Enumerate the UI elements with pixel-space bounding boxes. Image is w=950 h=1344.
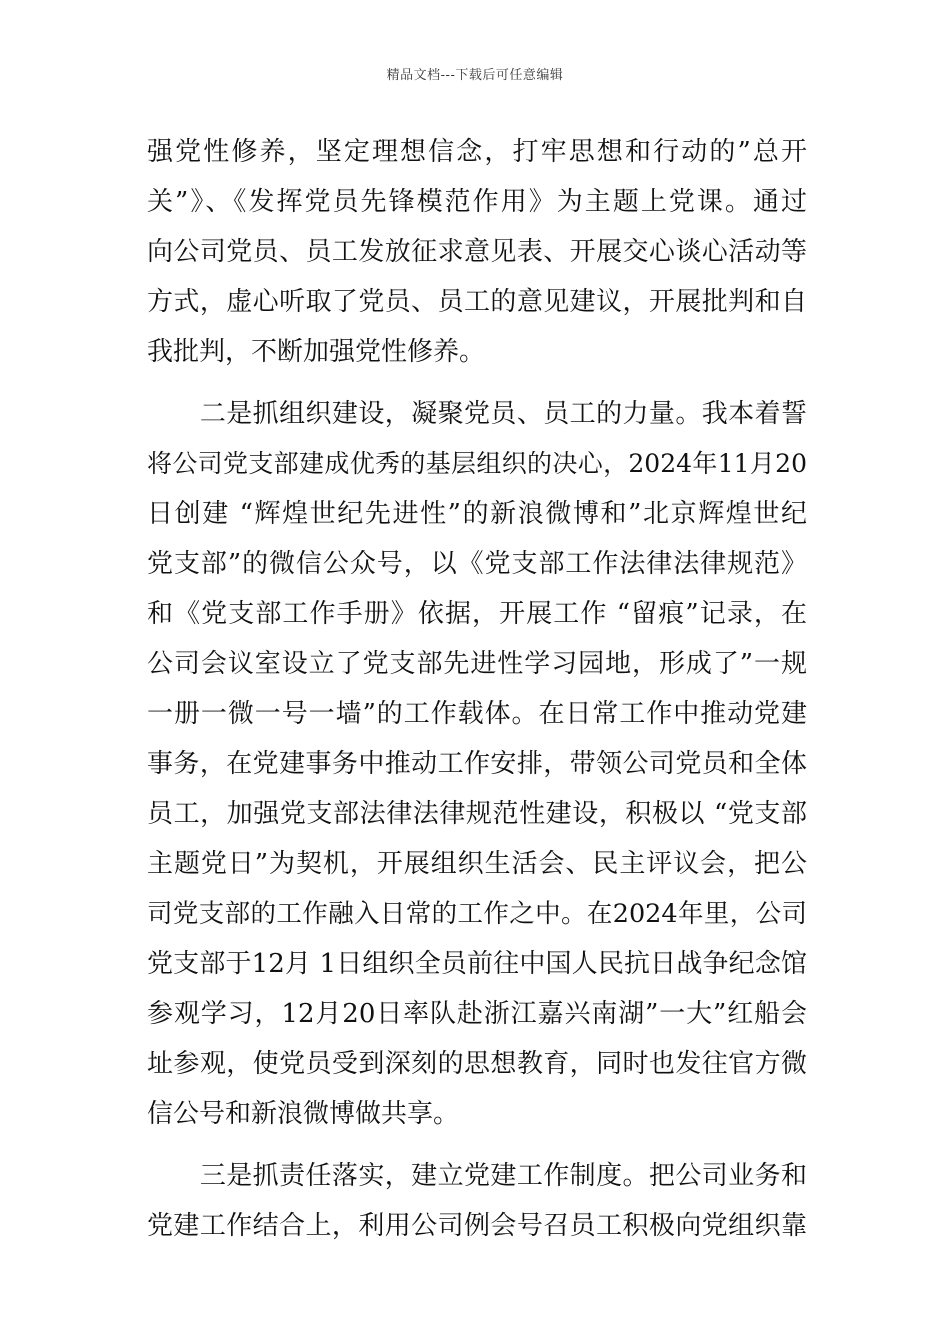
paragraph <box>147 1151 807 1251</box>
text-line: 事务，在党建事务中推动工作安排，带领公司党员和全体 <box>147 749 807 779</box>
text-line: 址参观，使党员受到深刻的思想教育，同时也发往官方微 <box>147 1049 807 1079</box>
text-line: 我批判，不断加强党性修养。 <box>147 337 486 367</box>
text-line: 主题党日”为契机，开展组织生活会、民主评议会，把公 <box>147 849 807 879</box>
text-line: 党支部于12月 1日组织全员前往中国人民抗日战争纪念馆 <box>147 949 807 979</box>
page-header: 精品文档---下载后可任意编辑 <box>386 68 564 83</box>
text-line: 强党性修养，坚定理想信念，打牢思想和行动的”总开 <box>147 137 807 167</box>
text-line: 和《党支部工作手册》依据，开展工作 “留痕”记录，在 <box>147 599 807 629</box>
text-line: 公司会议室设立了党支部先进性学习园地，形成了”一规 <box>147 649 807 679</box>
paragraph <box>147 127 807 377</box>
text-line: 关”》、《发挥党员先锋模范作用》为主题上党课。通过 <box>147 187 807 217</box>
text-line: 员工，加强党支部法律法律规范性建设，积极以 “党支部 <box>147 799 807 829</box>
text-line: 一册一微一号一墙”的工作载体。在日常工作中推动党建 <box>147 699 807 729</box>
text-line: 向公司党员、员工发放征求意见表、开展交心谈心活动等 <box>147 237 807 267</box>
paragraph <box>147 389 807 1139</box>
text-line: 将公司党支部建成优秀的基层组织的决心，2024年11月20 <box>147 449 807 478</box>
text-line: 二是抓组织建设，凝聚党员、员工的力量。我本着誓 <box>147 399 807 429</box>
text-line: 参观学习，12月20日率队赴浙江嘉兴南湖”一大”红船会 <box>147 999 807 1029</box>
text-line: 方式，虚心听取了党员、员工的意见建议，开展批判和自 <box>147 287 807 317</box>
text-line: 信公号和新浪微博做共享。 <box>147 1099 460 1129</box>
document-body <box>147 127 807 1251</box>
text-line: 三是抓责任落实，建立党建工作制度。把公司业务和 <box>147 1161 807 1191</box>
text-line: 党建工作结合上，利用公司例会号召员工积极向党组织靠 <box>147 1211 807 1241</box>
text-line: 日创建 “辉煌世纪先进性”的新浪微博和”北京辉煌世纪 <box>147 499 807 529</box>
text-line: 司党支部的工作融入日常的工作之中。在2024年里，公司 <box>147 899 807 929</box>
text-line: 党支部”的微信公众号，以《党支部工作法律法律规范》 <box>147 549 807 579</box>
